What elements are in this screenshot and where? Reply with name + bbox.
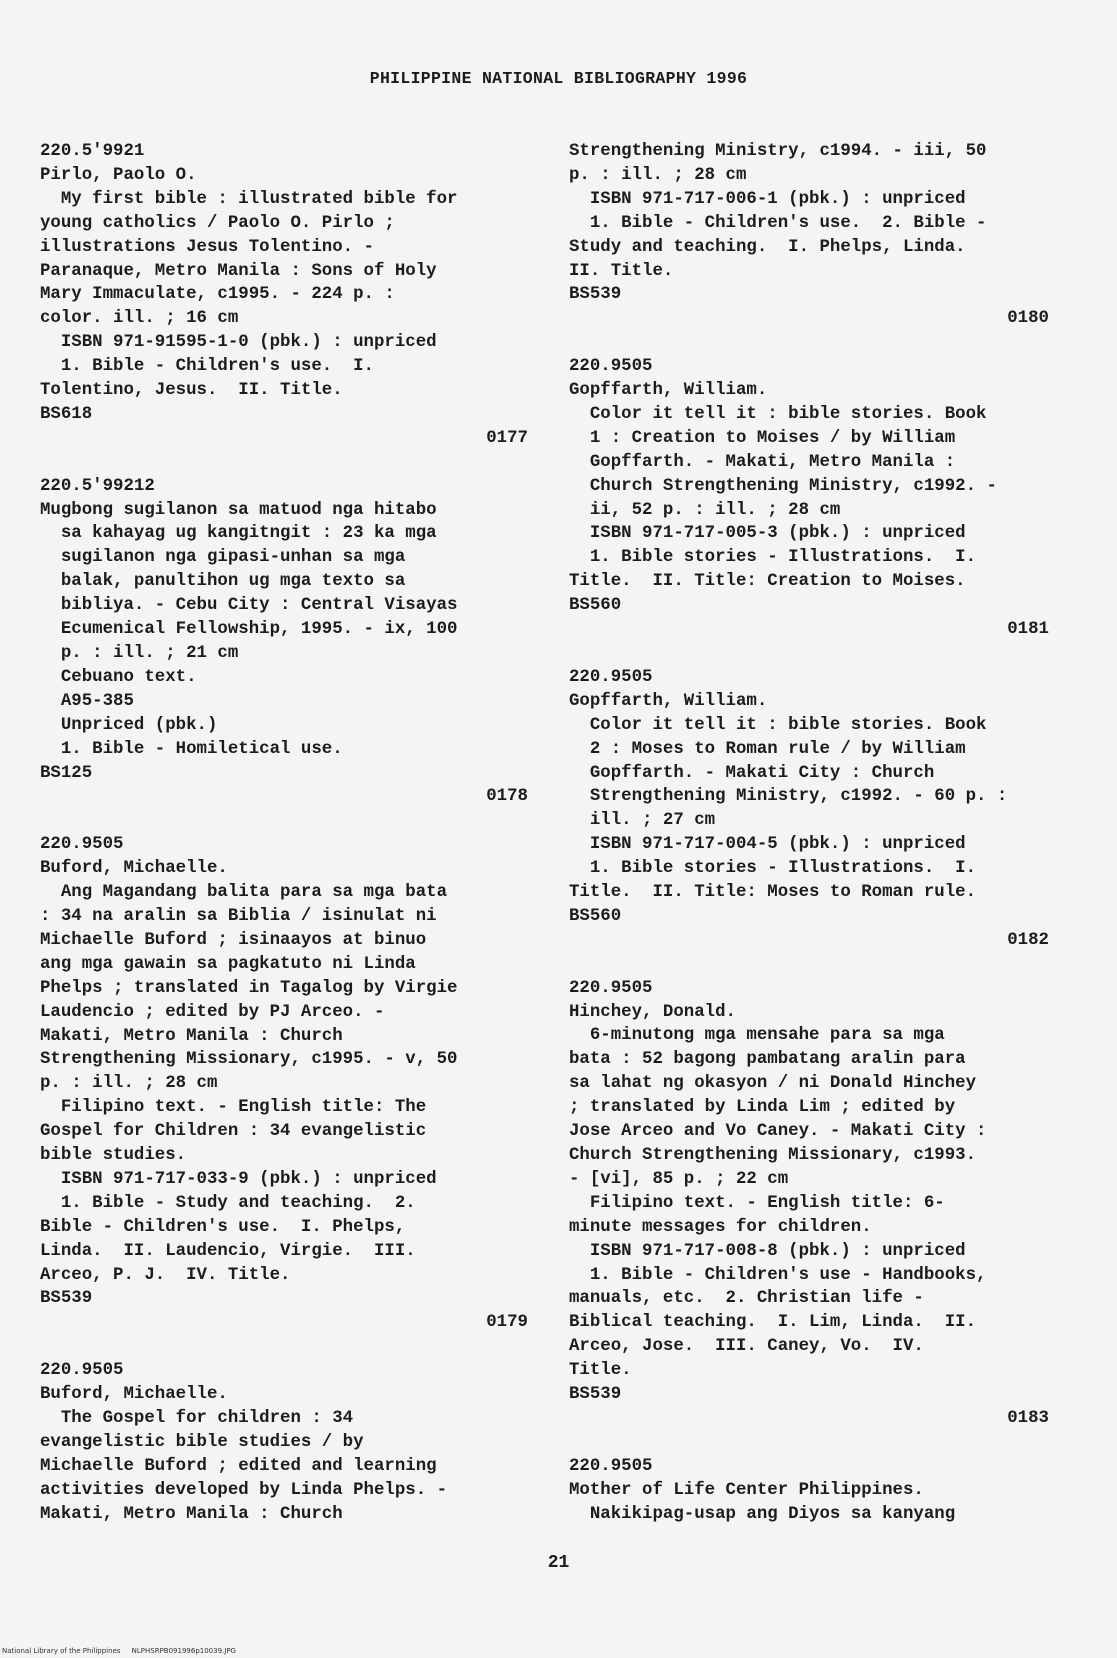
page-number: 21 bbox=[547, 1553, 570, 1573]
entry-line: Mother of Life Center Philippines. bbox=[569, 1480, 924, 1500]
entry-line: activities developed by Linda Phelps. - bbox=[40, 1480, 448, 1500]
bibliography-entry bbox=[40, 475, 528, 834]
entry-line: BS539 bbox=[569, 1385, 622, 1405]
entry-line: sugilanon nga gipasi-unhan sa mga bbox=[40, 548, 406, 568]
entry-line: 220.9505 bbox=[569, 1456, 653, 1476]
entry-line: 2 : Moses to Roman rule / by William bbox=[569, 739, 966, 759]
entry-line: Gospel for Children : 34 evangelistic bbox=[40, 1122, 427, 1142]
entry-line: bata : 52 bagong pambatang aralin para bbox=[569, 1050, 966, 1070]
entry-line: BS560 bbox=[569, 596, 622, 616]
entry-line: 1. Bible - Children's use. I. bbox=[40, 357, 374, 377]
entry-number: 0178 bbox=[486, 787, 528, 807]
entry-line: 1. Bible - Study and teaching. 2. bbox=[40, 1193, 416, 1213]
entry-line: ISBN 971-717-033-9 (pbk.) : unpriced bbox=[40, 1169, 437, 1189]
entry-line: Mary Immaculate, c1995. - 224 p. : bbox=[40, 285, 395, 305]
entry-line: illustrations Jesus Tolentino. - bbox=[40, 237, 374, 257]
entry-line: Laudencio ; edited by PJ Arceo. - bbox=[40, 1002, 385, 1022]
entry-line: color. ill. ; 16 cm bbox=[40, 309, 239, 329]
entry-line: Church Strengthening Missionary, c1993. bbox=[569, 1146, 977, 1166]
entry-line: Study and teaching. I. Phelps, Linda. bbox=[569, 237, 966, 257]
entry-line: ISBN 971-717-006-1 (pbk.) : unpriced bbox=[569, 189, 966, 209]
entry-line: Gopffarth, William. bbox=[569, 691, 768, 711]
right-column bbox=[569, 140, 1049, 1527]
entry-line: Linda. II. Laudencio, Virgie. III. bbox=[40, 1241, 416, 1261]
entry-line: 6-minutong mga mensahe para sa mga bbox=[569, 1026, 945, 1046]
entry-spacer bbox=[40, 451, 528, 475]
entry-number: 0182 bbox=[1007, 930, 1049, 950]
bibliography-entry bbox=[40, 833, 528, 1359]
entry-line: 1. Bible - Homiletical use. bbox=[40, 739, 343, 759]
entry-line: Gopffarth. - Makati City : Church bbox=[569, 763, 935, 783]
entry-line: Gopffarth, William. bbox=[569, 381, 768, 401]
entry-line: 220.9505 bbox=[569, 667, 653, 687]
entry-line: Ang Magandang balita para sa mga bata bbox=[40, 883, 448, 903]
entry-line: Michaelle Buford ; edited and learning bbox=[40, 1456, 437, 1476]
entry-line: Title. II. Title: Creation to Moises. bbox=[569, 572, 966, 592]
entry-line: 220.9505 bbox=[569, 978, 653, 998]
entry-number: 0180 bbox=[1007, 309, 1049, 329]
entry-line: Makati, Metro Manila : Church bbox=[40, 1026, 343, 1046]
entry-line: ang mga gawain sa pagkatuto ni Linda bbox=[40, 954, 416, 974]
entry-line: BS618 bbox=[40, 404, 93, 424]
entry-line: 220.5'99212 bbox=[40, 476, 155, 496]
entry-line: 1. Bible - Children's use. 2. Bible - bbox=[569, 213, 987, 233]
entry-line: A95-385 bbox=[40, 691, 134, 711]
entry-line: Strengthening Ministry, c1994. - iii, 50 bbox=[569, 142, 987, 161]
entry-line: Strengthening Missionary, c1995. - v, 50 bbox=[40, 1050, 458, 1070]
bibliography-entry bbox=[569, 140, 1049, 355]
bibliography-entry bbox=[569, 1455, 1049, 1527]
entry-line: Filipino text. - English title: 6- bbox=[569, 1193, 945, 1213]
entry-number: 0177 bbox=[486, 428, 528, 448]
entry-line: Arceo, P. J. IV. Title. bbox=[40, 1265, 291, 1285]
entry-line: My first bible : illustrated bible for bbox=[40, 189, 458, 209]
entry-line: BS539 bbox=[40, 1289, 93, 1309]
entry-line: BS560 bbox=[569, 906, 622, 926]
entry-line: Unpriced (pbk.) bbox=[40, 715, 218, 735]
entry-line: The Gospel for children : 34 bbox=[40, 1408, 354, 1428]
entry-line: Color it tell it : bible stories. Book bbox=[569, 404, 987, 424]
entry-line: II. Title. bbox=[569, 261, 674, 281]
entry-spacer bbox=[40, 809, 528, 833]
entry-line: p. : ill. ; 28 cm bbox=[40, 1074, 218, 1094]
entry-line: 220.9505 bbox=[40, 1361, 124, 1381]
entry-line: Paranaque, Metro Manila : Sons of Holy bbox=[40, 261, 437, 281]
entry-spacer bbox=[569, 331, 1049, 355]
entry-line: - [vi], 85 p. ; 22 cm bbox=[569, 1169, 789, 1189]
entry-line: Church Strengthening Ministry, c1992. - bbox=[569, 476, 997, 496]
entry-line: Bible - Children's use. I. Phelps, bbox=[40, 1217, 406, 1237]
entry-line: 220.9505 bbox=[40, 835, 124, 855]
entry-line: sa lahat ng okasyon / ni Donald Hinchey bbox=[569, 1074, 977, 1094]
entry-line: Ecumenical Fellowship, 1995. - ix, 100 bbox=[40, 620, 458, 640]
entry-line: : 34 na aralin sa Biblia / isinulat ni bbox=[40, 906, 437, 926]
bibliography-entry bbox=[569, 977, 1049, 1455]
entry-line: minute messages for children. bbox=[569, 1217, 872, 1237]
entry-line: 220.9505 bbox=[569, 357, 653, 377]
entry-line: bible studies. bbox=[40, 1146, 187, 1166]
entry-number: 0181 bbox=[1007, 620, 1049, 640]
entry-line: Gopffarth. - Makati, Metro Manila : bbox=[569, 452, 956, 472]
entry-line: 1. Bible stories - Illustrations. I. bbox=[569, 548, 977, 568]
bibliography-entry bbox=[40, 1359, 528, 1526]
entry-line: Makati, Metro Manila : Church bbox=[40, 1504, 343, 1524]
bibliography-entry bbox=[40, 140, 528, 475]
entry-line: ISBN 971-717-008-8 (pbk.) : unpriced bbox=[569, 1241, 966, 1261]
entry-line: BS539 bbox=[569, 285, 622, 305]
footer-library: National Library of the Philippines bbox=[2, 1647, 121, 1655]
entry-line: Pirlo, Paolo O. bbox=[40, 165, 197, 185]
entry-line: Buford, Michaelle. bbox=[40, 1385, 228, 1405]
entry-line: 220.5'9921 bbox=[40, 142, 145, 161]
entry-number: 0179 bbox=[486, 1313, 528, 1333]
scan-footer bbox=[0, 1644, 1117, 1658]
entry-line: p. : ill. ; 28 cm bbox=[569, 165, 747, 185]
entry-line: p. : ill. ; 21 cm bbox=[40, 644, 239, 664]
entry-line: ; translated by Linda Lim ; edited by bbox=[569, 1098, 956, 1118]
entry-line: evangelistic bible studies / by bbox=[40, 1432, 364, 1452]
entry-line: Jose Arceo and Vo Caney. - Makati City : bbox=[569, 1122, 987, 1142]
entry-line: Nakikipag-usap ang Diyos sa kanyang bbox=[569, 1504, 956, 1524]
entry-line: Title. II. Title: Moses to Roman rule. bbox=[569, 883, 977, 903]
entry-spacer bbox=[569, 953, 1049, 977]
entry-line: Buford, Michaelle. bbox=[40, 859, 228, 879]
entry-line: ISBN 971-717-005-3 (pbk.) : unpriced bbox=[569, 524, 966, 544]
entry-number: 0183 bbox=[1007, 1408, 1049, 1428]
entry-line: 1. Bible stories - Illustrations. I. bbox=[569, 859, 977, 879]
entry-line: Title. bbox=[569, 1361, 632, 1381]
entry-line: Michaelle Buford ; isinaayos at binuo bbox=[40, 930, 427, 950]
entry-line: Phelps ; translated in Tagalog by Virgie bbox=[40, 978, 458, 998]
bibliography-entry bbox=[569, 355, 1049, 666]
entry-line: Color it tell it : bible stories. Book bbox=[569, 715, 987, 735]
entry-line: Biblical teaching. I. Lim, Linda. II. bbox=[569, 1313, 977, 1333]
entry-line: Cebuano text. bbox=[40, 667, 197, 687]
entry-line: manuals, etc. 2. Christian life - bbox=[569, 1289, 924, 1309]
entry-line: Mugbong sugilanon sa matuod nga hitabo bbox=[40, 500, 437, 520]
entry-spacer bbox=[569, 642, 1049, 666]
entry-line: 1. Bible - Children's use - Handbooks, bbox=[569, 1265, 987, 1285]
entry-line: Strengthening Ministry, c1992. - 60 p. : bbox=[569, 787, 1008, 807]
footer-file: NLPHSRPB091996p10039.JPG bbox=[131, 1647, 236, 1655]
entry-line: ISBN 971-91595-1-0 (pbk.) : unpriced bbox=[40, 333, 437, 353]
bibliography-entry bbox=[569, 666, 1049, 977]
left-column bbox=[40, 140, 528, 1527]
entry-line: Filipino text. - English title: The bbox=[40, 1098, 427, 1118]
entry-line: balak, panultihon ug mga texto sa bbox=[40, 572, 406, 592]
entry-line: Tolentino, Jesus. II. Title. bbox=[40, 381, 343, 401]
entry-line: Arceo, Jose. III. Caney, Vo. IV. bbox=[569, 1337, 924, 1357]
entry-line: Hinchey, Donald. bbox=[569, 1002, 736, 1022]
page-header: PHILIPPINE NATIONAL BIBLIOGRAPHY 1996 bbox=[369, 69, 748, 88]
entry-spacer bbox=[40, 1335, 528, 1359]
entry-line: ISBN 971-717-004-5 (pbk.) : unpriced bbox=[569, 835, 966, 855]
entry-line: 1 : Creation to Moises / by William bbox=[569, 428, 956, 448]
entry-spacer bbox=[569, 1431, 1049, 1455]
entry-line: young catholics / Paolo O. Pirlo ; bbox=[40, 213, 395, 233]
entry-line: sa kahayag ug kangitngit : 23 ka mga bbox=[40, 524, 437, 544]
entry-line: ill. ; 27 cm bbox=[569, 811, 716, 831]
entry-line: ii, 52 p. : ill. ; 28 cm bbox=[569, 500, 841, 520]
entry-line: bibliya. - Cebu City : Central Visayas bbox=[40, 596, 458, 616]
entry-line: BS125 bbox=[40, 763, 93, 783]
